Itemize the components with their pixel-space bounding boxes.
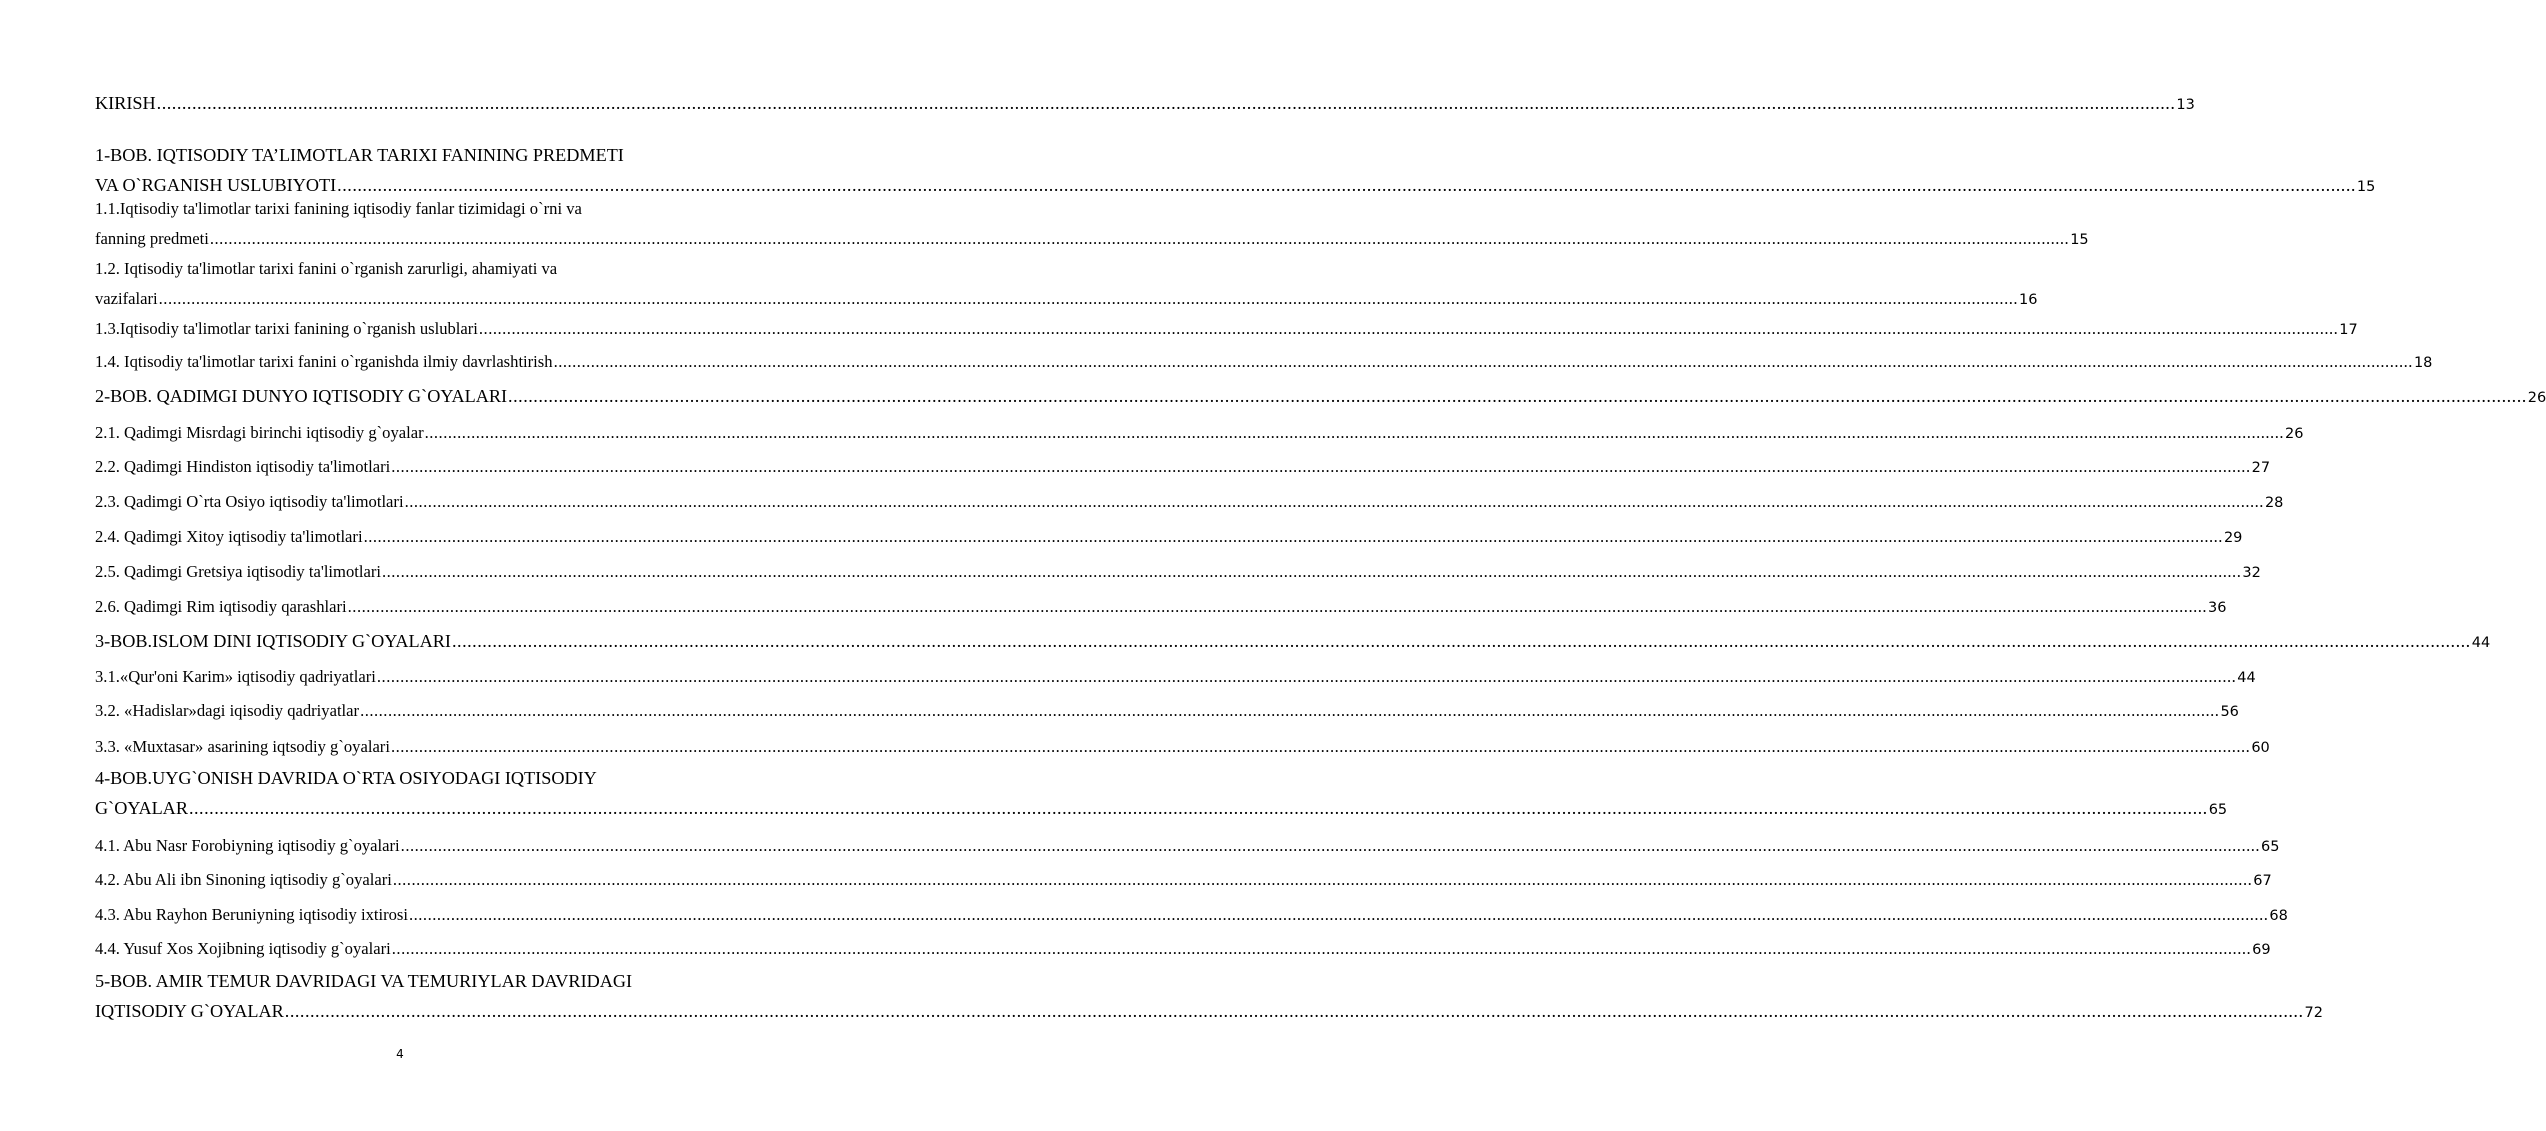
toc-entry-title: 5-BOB. AMIR TEMUR DAVRIDAGI VA TEMURIYLAR DAVRIDAGI (95, 971, 633, 991)
toc-section-entry[interactable] (95, 316, 2358, 341)
toc-page-number: 27 (2251, 460, 2271, 476)
toc-page-number: 17 (2339, 322, 2358, 338)
toc-section-entry[interactable] (95, 594, 2227, 619)
toc-entry-title: 3.1.«Qur'oni Karim» iqtisodiy qadriyatlari (95, 667, 376, 686)
toc-page-number: 69 (2252, 942, 2271, 958)
toc-page-number: 56 (2220, 704, 2239, 720)
toc-page-number: 15 (2070, 232, 2089, 248)
toc-entry-title: 1.2. Iqtisodiy ta'limotlar tarixi fanini o`rganish zarurligi, ahamiyati va (95, 259, 558, 278)
toc-page-number: 67 (2253, 873, 2272, 889)
toc-dot-leader: ................................................................................................................................................................................................................................................................................................................................................................................................................ (156, 93, 2176, 113)
toc-dot-leader: ................................................................................................................................................................................................................................................................................................................................................................................................................ (478, 319, 2339, 338)
toc-entry-line (95, 256, 703, 281)
toc-dot-leader: ................................................................................................................................................................................................................................................................................................................................................................................................................ (363, 527, 2223, 546)
toc-dot-leader: ................................................................................................................................................................................................................................................................................................................................................................................................................ (392, 870, 2253, 889)
toc-entry-line (95, 833, 2280, 858)
toc-entry-title: 1-BOB. IQTISODIY TA’LIMOTLAR TARIXI FANINING PREDMETI (95, 145, 624, 165)
toc-entry-line (95, 559, 2261, 584)
toc-dot-leader: ................................................................................................................................................................................................................................................................................................................................................................................................................ (360, 701, 2220, 720)
toc-dot-leader: ................................................................................................................................................................................................................................................................................................................................................................................................................ (391, 457, 2251, 476)
toc-page-number: 32 (2242, 565, 2261, 581)
toc-page-number: 15 (2356, 179, 2376, 195)
toc-dot-leader: ................................................................................................................................................................................................................................................................................................................................................................................................................ (347, 597, 2208, 616)
toc-dot-leader: ................................................................................................................................................................................................................................................................................................................................................................................................................ (451, 631, 2471, 651)
toc-page-number: 26 (2284, 426, 2304, 442)
toc-page-number: 65 (2208, 802, 2228, 818)
toc-section-entry[interactable] (95, 867, 2272, 892)
toc-chapter-entry[interactable] (95, 629, 2491, 654)
toc-chapter-entry[interactable] (95, 969, 2323, 1024)
toc-chapter-entry[interactable] (95, 766, 2228, 821)
toc-entry-title: vazifalari (95, 289, 158, 308)
toc-entry-title: 2.3. Qadimgi O`rta Osiyo iqtisodiy ta'limotlari (95, 492, 404, 511)
toc-entry-title: 2.1. Qadimgi Misrdagi birinchi iqtisodiy g`oyalar (95, 423, 424, 442)
toc-dot-leader: ................................................................................................................................................................................................................................................................................................................................................................................................................ (408, 905, 2269, 924)
toc-dot-leader: ................................................................................................................................................................................................................................................................................................................................................................................................................ (158, 289, 2019, 308)
toc-entry-title: 1.1.Iqtisodiy ta'limotlar tarixi fanining iqtisodiy fanlar tizimidagi o`rni va (95, 199, 582, 218)
toc-entry-title: 3.3. «Muxtasar» asarining iqtsodiy g`oyalari (95, 737, 390, 756)
toc-entry-title: fanning predmeti (95, 229, 209, 248)
toc-dot-leader: ................................................................................................................................................................................................................................................................................................................................................................................................................ (391, 939, 2252, 958)
toc-entry-line (95, 867, 2272, 892)
toc-section-entry[interactable] (95, 489, 2284, 514)
toc-section-entry[interactable] (95, 902, 2288, 927)
toc-entry-line (95, 629, 2491, 654)
toc-dot-leader: ................................................................................................................................................................................................................................................................................................................................................................................................................ (337, 175, 2356, 195)
toc-entry-line (95, 594, 2227, 619)
toc-section-entry[interactable] (95, 454, 2271, 479)
toc-page-number: 65 (2261, 839, 2280, 855)
toc-entry-line (95, 143, 703, 168)
toc-section-entry[interactable] (95, 196, 2089, 251)
toc-entry-line (95, 454, 2271, 479)
toc-page-number: 44 (2471, 635, 2491, 651)
toc-section-entry[interactable] (95, 734, 2270, 759)
toc-entry-title: 4.3. Abu Rayhon Beruniyning iqtisodiy ixtirosi (95, 905, 408, 924)
toc-page-number: 13 (2176, 97, 2195, 113)
toc-entry-title: 4.4. Yusuf Xos Xojibning iqtisodiy g`oyalari (95, 939, 391, 958)
toc-chapter-entry[interactable] (95, 384, 2546, 409)
toc-dot-leader: ................................................................................................................................................................................................................................................................................................................................................................................................................ (284, 1001, 2304, 1021)
toc-dot-leader: ................................................................................................................................................................................................................................................................................................................................................................................................................ (188, 798, 2208, 818)
toc-entry-line (95, 796, 2228, 821)
toc-entry-line (95, 196, 703, 221)
toc-entry-line (95, 316, 2358, 341)
toc-page-number: 36 (2208, 600, 2227, 616)
toc-entry-line (95, 226, 2089, 251)
toc-chapter-entry[interactable] (95, 143, 2376, 198)
toc-dot-leader: ................................................................................................................................................................................................................................................................................................................................................................................................................ (553, 352, 2413, 371)
toc-entry-title: 4.2. Abu Ali ibn Sinoning iqtisodiy g`oyalari (95, 870, 392, 889)
toc-entry-title: IQTISODIY G`OYALAR (95, 1001, 284, 1021)
toc-page-number: 72 (2304, 1005, 2323, 1021)
toc-entry-line (95, 384, 2546, 409)
toc-entry-line (95, 524, 2243, 549)
toc-entry-title: 3-BOB.ISLOM DINI IQTISODIY G`OYALARI (95, 631, 451, 651)
toc-dot-leader: ................................................................................................................................................................................................................................................................................................................................................................................................................ (209, 229, 2070, 248)
toc-entry-line (95, 902, 2288, 927)
toc-page-number: 29 (2223, 530, 2243, 546)
toc-entry-title: G`OYALAR (95, 798, 188, 818)
toc-page-number: 60 (2251, 740, 2270, 756)
toc-page-number: 68 (2269, 908, 2288, 924)
toc-entry-title: 1.4. Iqtisodiy ta'limotlar tarixi fanini o`rganishda ilmiy davrlashtirish (95, 352, 553, 371)
toc-section-entry[interactable] (95, 833, 2280, 858)
toc-section-entry[interactable] (95, 559, 2261, 584)
toc-entry-title: KIRISH (95, 93, 156, 113)
toc-section-entry[interactable] (95, 936, 2271, 961)
toc-page-number: 26 (2527, 390, 2546, 406)
toc-entry-line (95, 420, 2304, 445)
toc-entry-line (95, 936, 2271, 961)
toc-entry-title: VA O`RGANISH USLUBIYOTI (95, 175, 337, 195)
toc-chapter-entry[interactable] (95, 91, 2195, 116)
toc-entry-line (95, 766, 703, 791)
toc-page-number: 44 (2237, 670, 2256, 686)
toc-dot-leader: ................................................................................................................................................................................................................................................................................................................................................................................................................ (390, 737, 2251, 756)
page-number: 4 (396, 1047, 404, 1061)
toc-entry-title: 2.2. Qadimgi Hindiston iqtisodiy ta'limotlari (95, 457, 391, 476)
toc-section-entry[interactable] (95, 349, 2433, 374)
toc-page-number: 28 (2264, 495, 2284, 511)
toc-entry-line (95, 489, 2284, 514)
toc-entry-line (95, 286, 2038, 311)
toc-entry-line (95, 91, 2195, 116)
toc-entry-title: 2.6. Qadimgi Rim iqtisodiy qarashlari (95, 597, 347, 616)
toc-dot-leader: ................................................................................................................................................................................................................................................................................................................................................................................................................ (381, 562, 2242, 581)
toc-dot-leader: ................................................................................................................................................................................................................................................................................................................................................................................................................ (424, 423, 2284, 442)
toc-dot-leader: ................................................................................................................................................................................................................................................................................................................................................................................................................ (508, 386, 2527, 406)
toc-entry-title: 1.3.Iqtisodiy ta'limotlar tarixi fanining o`rganish uslublari (95, 319, 478, 338)
toc-entry-line (95, 173, 2376, 198)
toc-section-entry[interactable] (95, 524, 2243, 549)
toc-entry-title: 2-BOB. QADIMGI DUNYO IQTISODIY G`OYALARI (95, 386, 508, 406)
toc-section-entry[interactable] (95, 256, 2038, 311)
toc-entry-title: 4.1. Abu Nasr Forobiyning iqtisodiy g`oyalari (95, 836, 400, 855)
toc-entry-title: 2.4. Qadimgi Xitoy iqtisodiy ta'limotlari (95, 527, 363, 546)
toc-entry-line (95, 698, 2239, 723)
toc-entry-line (95, 664, 2256, 689)
toc-dot-leader: ................................................................................................................................................................................................................................................................................................................................................................................................................ (400, 836, 2261, 855)
toc-entry-line (95, 349, 2433, 374)
toc-entry-title: 3.2. «Hadislar»dagi iqisodiy qadriyatlar (95, 701, 360, 720)
toc-dot-leader: ................................................................................................................................................................................................................................................................................................................................................................................................................ (404, 492, 2264, 511)
toc-section-entry[interactable] (95, 698, 2239, 723)
toc-dot-leader: ................................................................................................................................................................................................................................................................................................................................................................................................................ (376, 667, 2237, 686)
toc-section-entry[interactable] (95, 420, 2304, 445)
toc-entry-line (95, 969, 703, 994)
toc-entry-title: 4-BOB.UYG`ONISH DAVRIDA O`RTA OSIYODAGI IQTISODIY (95, 768, 597, 788)
toc-entry-line (95, 734, 2270, 759)
toc-page-number: 18 (2413, 355, 2433, 371)
toc-page-number: 16 (2019, 292, 2038, 308)
toc-entry-title: 2.5. Qadimgi Gretsiya iqtisodiy ta'limotlari (95, 562, 381, 581)
toc-entry-line (95, 999, 2323, 1024)
toc-section-entry[interactable] (95, 664, 2256, 689)
